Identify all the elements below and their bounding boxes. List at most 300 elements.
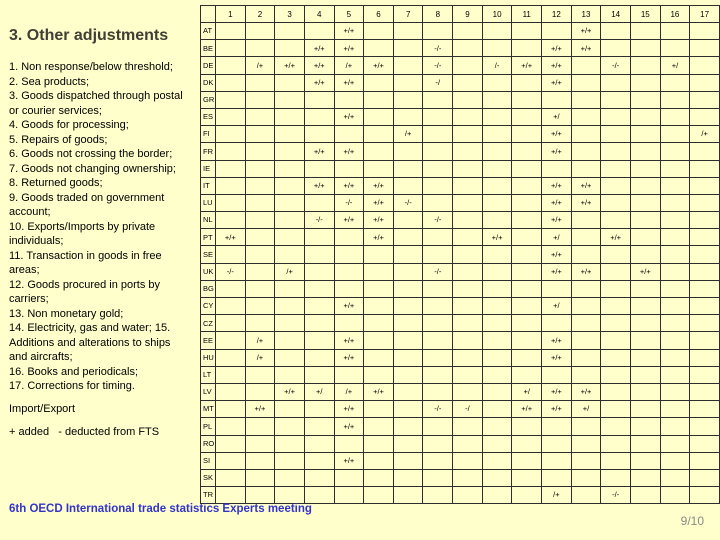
table-cell xyxy=(245,452,275,469)
table-cell: /- xyxy=(482,57,512,74)
table-cell xyxy=(423,315,453,332)
table-cell: /+ xyxy=(245,349,275,366)
table-cell xyxy=(275,366,305,383)
table-cell: +/+ xyxy=(630,263,660,280)
table-cell xyxy=(482,194,512,211)
table-cell xyxy=(393,280,423,297)
table-cell: -/- xyxy=(216,263,246,280)
table-cell: -/- xyxy=(423,40,453,57)
table-cell xyxy=(364,366,394,383)
table-cell xyxy=(364,469,394,486)
table-cell xyxy=(304,108,334,125)
table-cell xyxy=(334,246,364,263)
table-cell xyxy=(304,315,334,332)
country-code: PT xyxy=(201,229,216,246)
table-cell xyxy=(275,160,305,177)
country-code: BG xyxy=(201,280,216,297)
table-cell xyxy=(393,23,423,40)
table-cell xyxy=(601,246,631,263)
table-cell xyxy=(660,160,690,177)
country-code: RO xyxy=(201,435,216,452)
table-cell xyxy=(275,74,305,91)
table-cell xyxy=(512,23,542,40)
table-cell xyxy=(512,315,542,332)
table-cell xyxy=(601,212,631,229)
table-cell: +/+ xyxy=(245,401,275,418)
table-cell xyxy=(601,418,631,435)
table-cell xyxy=(630,332,660,349)
table-cell: +/+ xyxy=(275,383,305,400)
table-row-SK xyxy=(201,469,720,486)
table-cell xyxy=(334,280,364,297)
table-cell: +/+ xyxy=(364,194,394,211)
table-cell xyxy=(304,263,334,280)
table-cell xyxy=(571,74,601,91)
table-cell xyxy=(453,212,483,229)
table-cell xyxy=(393,487,423,504)
table-cell xyxy=(601,401,631,418)
table-cell xyxy=(275,177,305,194)
table-cell xyxy=(482,40,512,57)
table-cell xyxy=(630,315,660,332)
table-row-IE xyxy=(201,160,720,177)
table-cell xyxy=(453,298,483,315)
table-cell xyxy=(601,40,631,57)
table-cell xyxy=(482,143,512,160)
table-cell xyxy=(512,143,542,160)
table-cell xyxy=(660,74,690,91)
table-cell xyxy=(630,349,660,366)
table-cell xyxy=(512,246,542,263)
table-cell xyxy=(423,108,453,125)
table-cell xyxy=(304,401,334,418)
table-cell xyxy=(630,143,660,160)
table-cell xyxy=(275,143,305,160)
table-row-TR xyxy=(201,487,720,504)
country-code: LV xyxy=(201,383,216,400)
list-item: 13. Non monetary gold; xyxy=(9,307,124,320)
table-cell xyxy=(423,126,453,143)
table-cell xyxy=(482,126,512,143)
table-cell xyxy=(571,332,601,349)
table-cell xyxy=(630,57,660,74)
table-cell xyxy=(482,401,512,418)
table-cell: +/+ xyxy=(542,177,572,194)
table-cell xyxy=(601,366,631,383)
table-cell xyxy=(364,160,394,177)
table-cell xyxy=(512,435,542,452)
table-cell xyxy=(275,212,305,229)
country-code: CY xyxy=(201,298,216,315)
table-cell xyxy=(630,23,660,40)
page-number: 9/10 xyxy=(680,514,704,528)
table-cell xyxy=(512,487,542,504)
table-cell xyxy=(364,401,394,418)
table-cell xyxy=(423,194,453,211)
table-cell xyxy=(660,194,690,211)
table-row-MT xyxy=(201,401,720,418)
table-cell xyxy=(216,452,246,469)
table-cell xyxy=(393,418,423,435)
table-cell: +/+ xyxy=(304,40,334,57)
list-item: 16. Books and periodicals; xyxy=(9,365,139,378)
table-cell xyxy=(571,418,601,435)
country-code: TR xyxy=(201,487,216,504)
table-cell xyxy=(690,23,720,40)
table-row-SE xyxy=(201,246,720,263)
table-cell xyxy=(393,469,423,486)
table-cell xyxy=(304,469,334,486)
table-cell xyxy=(571,366,601,383)
table-cell xyxy=(334,126,364,143)
table-cell: /+ xyxy=(245,332,275,349)
country-code: PL xyxy=(201,418,216,435)
table-cell xyxy=(630,160,660,177)
table-cell xyxy=(601,126,631,143)
table-row-SI xyxy=(201,452,720,469)
table-cell: +/+ xyxy=(334,40,364,57)
table-cell xyxy=(690,487,720,504)
table-cell: +/+ xyxy=(216,229,246,246)
table-cell xyxy=(245,435,275,452)
table-cell: /+ xyxy=(275,263,305,280)
table-cell: -/- xyxy=(393,194,423,211)
table-cell xyxy=(571,212,601,229)
table-cell xyxy=(512,366,542,383)
table-cell xyxy=(512,280,542,297)
column-header-3: 3 xyxy=(275,6,305,23)
table-cell xyxy=(453,418,483,435)
slide-title: 3. Other adjustments xyxy=(9,27,169,44)
table-cell xyxy=(216,280,246,297)
column-header-14: 14 xyxy=(601,6,631,23)
table-cell xyxy=(364,332,394,349)
table-cell xyxy=(423,280,453,297)
table-cell xyxy=(571,298,601,315)
table-cell: +/+ xyxy=(571,177,601,194)
column-header-1: 1 xyxy=(216,6,246,23)
table-cell xyxy=(245,177,275,194)
table-cell xyxy=(690,469,720,486)
table-cell xyxy=(630,91,660,108)
table-cell xyxy=(601,280,631,297)
list-item: 9. Goods traded on government account; xyxy=(9,191,165,218)
table-cell: -/ xyxy=(453,401,483,418)
table-cell xyxy=(453,487,483,504)
table-cell xyxy=(393,315,423,332)
table-cell xyxy=(542,280,572,297)
table-cell xyxy=(364,487,394,504)
table-cell xyxy=(690,160,720,177)
table-cell: +/+ xyxy=(542,143,572,160)
table-cell xyxy=(571,487,601,504)
table-cell xyxy=(453,349,483,366)
table-cell xyxy=(245,160,275,177)
table-cell xyxy=(304,23,334,40)
table-cell xyxy=(690,263,720,280)
table-cell xyxy=(542,91,572,108)
table-cell xyxy=(601,469,631,486)
table-row-BG xyxy=(201,280,720,297)
table-cell xyxy=(453,366,483,383)
table-cell xyxy=(542,366,572,383)
table-cell xyxy=(423,366,453,383)
table-cell xyxy=(542,418,572,435)
table-cell xyxy=(216,40,246,57)
table-cell xyxy=(542,160,572,177)
table-cell xyxy=(660,435,690,452)
table-cell: +/+ xyxy=(334,401,364,418)
table-cell: +/+ xyxy=(571,40,601,57)
table-cell xyxy=(660,246,690,263)
country-code: CZ xyxy=(201,315,216,332)
table-cell xyxy=(482,487,512,504)
table-cell: +/+ xyxy=(571,23,601,40)
table-cell xyxy=(245,91,275,108)
column-header-7: 7 xyxy=(393,6,423,23)
column-header-4: 4 xyxy=(304,6,334,23)
table-cell xyxy=(453,315,483,332)
table-cell xyxy=(630,108,660,125)
table-cell xyxy=(512,469,542,486)
table-cell xyxy=(216,435,246,452)
table-cell xyxy=(601,74,631,91)
column-header-9: 9 xyxy=(453,6,483,23)
table-cell xyxy=(453,452,483,469)
table-cell xyxy=(393,40,423,57)
table-cell xyxy=(512,74,542,91)
table-cell xyxy=(482,177,512,194)
table-cell xyxy=(571,126,601,143)
table-cell xyxy=(542,315,572,332)
table-cell xyxy=(216,143,246,160)
table-cell xyxy=(216,418,246,435)
table-corner-cell xyxy=(201,6,216,23)
table-cell xyxy=(393,91,423,108)
table-cell: -/- xyxy=(423,57,453,74)
table-cell: /+ xyxy=(393,126,423,143)
table-cell xyxy=(275,126,305,143)
table-cell xyxy=(423,143,453,160)
table-cell: /+ xyxy=(334,57,364,74)
table-cell xyxy=(660,126,690,143)
left-text-panel xyxy=(9,27,185,438)
table-cell xyxy=(216,57,246,74)
table-cell xyxy=(453,143,483,160)
table-cell xyxy=(275,91,305,108)
table-cell xyxy=(690,91,720,108)
table-cell xyxy=(304,366,334,383)
table-cell: +/+ xyxy=(334,74,364,91)
table-cell xyxy=(304,229,334,246)
country-code: BE xyxy=(201,40,216,57)
table-cell xyxy=(364,74,394,91)
column-header-13: 13 xyxy=(571,6,601,23)
table-cell xyxy=(512,126,542,143)
table-cell xyxy=(245,246,275,263)
table-cell xyxy=(690,332,720,349)
table-cell xyxy=(690,143,720,160)
table-cell: +/+ xyxy=(334,23,364,40)
table-cell xyxy=(334,469,364,486)
table-cell: +/+ xyxy=(304,177,334,194)
country-code: DK xyxy=(201,74,216,91)
table-cell: +/+ xyxy=(542,57,572,74)
table-cell xyxy=(245,212,275,229)
table-cell xyxy=(690,383,720,400)
table-cell xyxy=(630,383,660,400)
table-cell xyxy=(275,298,305,315)
table-cell xyxy=(334,229,364,246)
table-cell xyxy=(482,212,512,229)
country-code: SK xyxy=(201,469,216,486)
table-cell: -/- xyxy=(423,212,453,229)
list-item: 10. Exports/Imports by private individuals; xyxy=(9,220,156,247)
table-cell xyxy=(393,57,423,74)
table-cell xyxy=(601,160,631,177)
table-cell xyxy=(630,452,660,469)
table-cell xyxy=(690,435,720,452)
table-cell xyxy=(512,298,542,315)
table-row-RO xyxy=(201,435,720,452)
table-cell: +/+ xyxy=(512,401,542,418)
table-cell xyxy=(660,366,690,383)
table-cell xyxy=(304,298,334,315)
table-cell xyxy=(601,194,631,211)
table-row-AT xyxy=(201,23,720,40)
table-cell xyxy=(482,349,512,366)
table-cell xyxy=(601,383,631,400)
table-cell xyxy=(453,40,483,57)
table-cell xyxy=(364,349,394,366)
table-cell: +/ xyxy=(571,401,601,418)
country-code: ES xyxy=(201,108,216,125)
table-cell xyxy=(393,349,423,366)
table-cell xyxy=(453,57,483,74)
table-cell xyxy=(512,349,542,366)
table-row-CY xyxy=(201,298,720,315)
table-cell: +/+ xyxy=(334,349,364,366)
table-cell xyxy=(245,280,275,297)
table-cell xyxy=(334,315,364,332)
table-cell xyxy=(601,91,631,108)
table-cell xyxy=(571,229,601,246)
table-cell xyxy=(601,177,631,194)
table-cell: +/+ xyxy=(542,349,572,366)
table-cell xyxy=(245,23,275,40)
table-cell xyxy=(571,435,601,452)
table-cell xyxy=(482,91,512,108)
table-cell xyxy=(601,108,631,125)
table-cell xyxy=(423,418,453,435)
table-cell xyxy=(423,177,453,194)
table-cell xyxy=(393,401,423,418)
table-row-PT xyxy=(201,229,720,246)
table-cell xyxy=(482,246,512,263)
table-cell xyxy=(482,469,512,486)
table-cell xyxy=(275,332,305,349)
country-code: DE xyxy=(201,57,216,74)
table-cell xyxy=(423,349,453,366)
table-cell xyxy=(245,229,275,246)
table-row-GR xyxy=(201,91,720,108)
table-cell xyxy=(660,91,690,108)
table-cell: +/+ xyxy=(542,40,572,57)
table-cell: +/+ xyxy=(571,383,601,400)
table-cell xyxy=(601,452,631,469)
table-cell xyxy=(453,91,483,108)
country-code: SE xyxy=(201,246,216,263)
table-cell xyxy=(630,418,660,435)
table-cell xyxy=(245,383,275,400)
table-cell xyxy=(216,315,246,332)
table-cell xyxy=(660,263,690,280)
table-cell xyxy=(393,263,423,280)
table-cell xyxy=(660,349,690,366)
list-item: 3. Goods dispatched through postal or courier services; xyxy=(9,90,183,117)
table-cell xyxy=(275,487,305,504)
table-row-HU xyxy=(201,349,720,366)
country-adjustments-table xyxy=(200,5,720,504)
list-item: 7. Goods not changing ownership; xyxy=(9,162,176,175)
table-cell xyxy=(690,40,720,57)
table-cell xyxy=(423,435,453,452)
table-cell xyxy=(690,366,720,383)
table-row-UK xyxy=(201,263,720,280)
table-cell: +/+ xyxy=(334,108,364,125)
table-row-BE xyxy=(201,40,720,57)
table-cell xyxy=(571,160,601,177)
table-cell: +/+ xyxy=(542,332,572,349)
table-cell xyxy=(275,435,305,452)
table-cell: -/- xyxy=(601,487,631,504)
table-cell: +/ xyxy=(660,57,690,74)
table-cell xyxy=(482,383,512,400)
table-cell: +/ xyxy=(542,298,572,315)
table-row-IT xyxy=(201,177,720,194)
column-header-6: 6 xyxy=(364,6,394,23)
table-cell xyxy=(275,280,305,297)
table-header-row xyxy=(201,6,720,23)
table-cell xyxy=(660,280,690,297)
table-cell xyxy=(542,435,572,452)
country-code: LT xyxy=(201,366,216,383)
table-cell xyxy=(423,229,453,246)
table-cell xyxy=(571,452,601,469)
table-cell xyxy=(245,108,275,125)
table-cell xyxy=(512,177,542,194)
table-cell xyxy=(393,143,423,160)
table-cell xyxy=(630,40,660,57)
table-cell xyxy=(630,366,660,383)
table-cell xyxy=(601,349,631,366)
table-cell xyxy=(275,401,305,418)
table-cell xyxy=(334,435,364,452)
table-cell xyxy=(660,452,690,469)
table-row-LT xyxy=(201,366,720,383)
country-code: IE xyxy=(201,160,216,177)
table-cell xyxy=(660,298,690,315)
table-cell xyxy=(423,383,453,400)
table-cell xyxy=(275,452,305,469)
table-cell: +/+ xyxy=(512,57,542,74)
table-cell xyxy=(453,229,483,246)
table-cell xyxy=(423,298,453,315)
table-cell xyxy=(304,418,334,435)
table-cell xyxy=(690,452,720,469)
table-cell xyxy=(245,315,275,332)
table-cell xyxy=(364,143,394,160)
